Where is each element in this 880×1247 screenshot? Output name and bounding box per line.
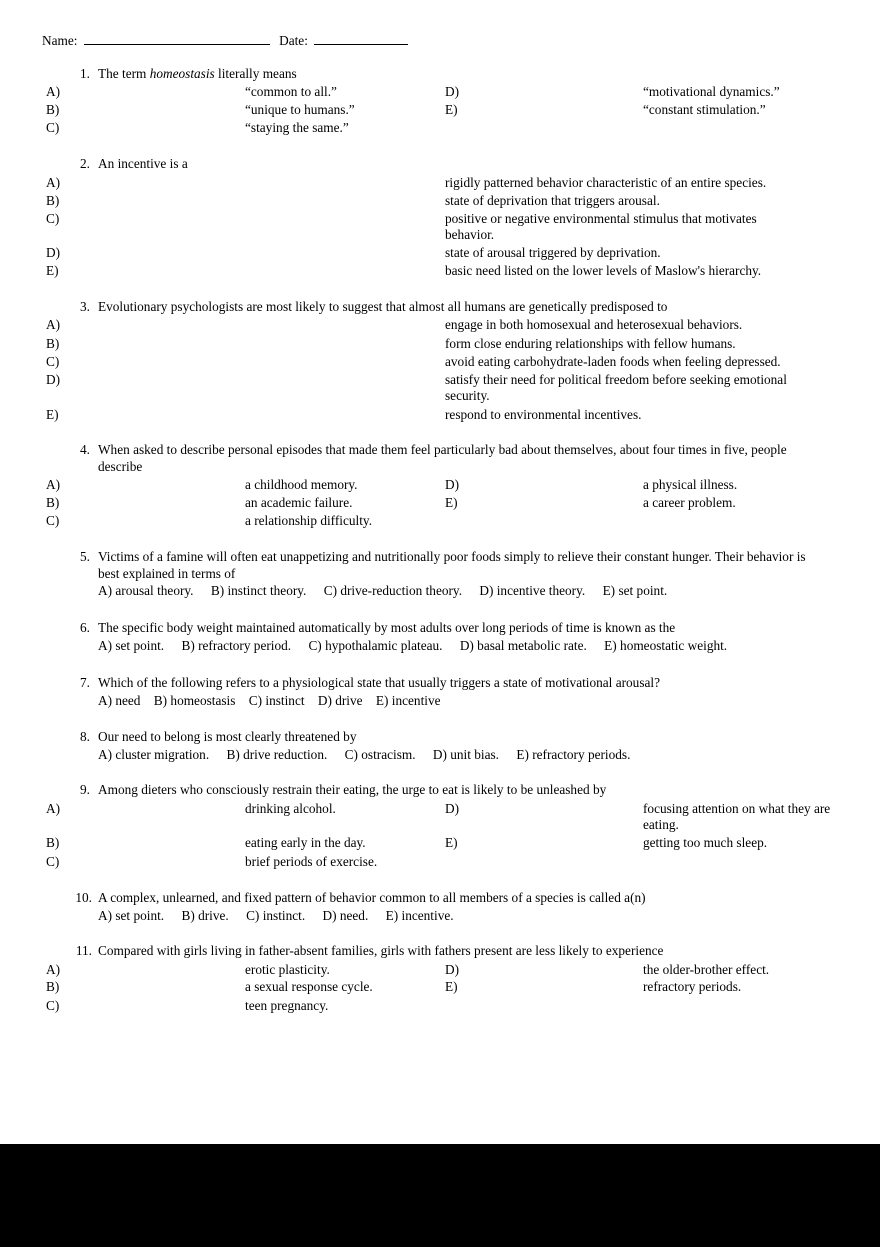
question-stem: Victims of a famine will often eat unappetizing and nutritionally poor foods simply to relieve their constant hunger. Their behavior is best explained in terms of [98,549,806,581]
option-e[interactable]: E) refractory periods. [516,747,631,762]
option-letter: C) [46,211,60,226]
option-b[interactable]: “unique to humans.” [245,102,355,117]
option-c[interactable]: brief periods of exercise. [245,854,378,869]
question-stem: When asked to describe personal episodes that made them feel particularly bad about themselves, about four times in five, people describe [98,442,787,474]
option-e[interactable]: E) homeostatic weight. [604,638,728,653]
question-number: 1. [80,66,90,81]
option-a[interactable]: a childhood memory. [245,477,358,492]
option-letter: A) [46,477,61,492]
option-a[interactable]: rigidly patterned behavior characteristic of an entire species. [445,175,767,190]
question-stem: Which of the following refers to a physiological state that usually triggers a state of motivational arousal? [98,675,661,690]
option-letter: B) [46,495,60,510]
option-letter: A) [46,801,61,816]
option-e[interactable]: E) incentive [375,693,441,708]
question-stem: The term homeostasis literally means [98,66,297,81]
option-a[interactable]: A) set point. [98,638,165,653]
option-c[interactable]: “staying the same.” [245,120,349,135]
option-c[interactable]: C) drive-reduction theory. [323,583,463,598]
option-letter: D) [46,245,61,260]
option-letter: D) [445,84,460,99]
option-c[interactable]: C) hypothalamic plateau. [308,638,443,653]
question-number: 9. [80,782,90,797]
option-letter: C) [46,998,60,1013]
question-stem: The specific body weight maintained automatically by most adults over long periods of time is known as the [98,620,676,635]
option-b[interactable]: B) drive reduction. [226,747,328,762]
option-b[interactable]: state of deprivation that triggers arousal. [445,193,660,208]
inline-options [98,908,468,924]
option-b[interactable]: form close enduring relationships with fellow humans. [445,336,736,351]
option-letter: C) [46,854,60,869]
option-c[interactable]: teen pregnancy. [245,998,329,1013]
option-d[interactable]: focusing attention on what they are eating. [643,801,831,832]
worksheet-header [42,32,408,49]
option-b[interactable]: B) homeostasis [153,693,236,708]
option-letter: A) [46,175,61,190]
question-number: 2. [80,156,90,171]
option-b[interactable]: eating early in the day. [245,835,366,850]
inline-options [98,583,681,599]
question-stem: Our need to belong is most clearly threatened by [98,729,357,744]
question-number: 7. [80,675,90,690]
option-letter: B) [46,102,60,117]
option-a[interactable]: erotic plasticity. [245,962,330,977]
option-e[interactable]: basic need listed on the lower levels of Maslow's hierarchy. [445,263,762,278]
option-letter: B) [46,979,60,994]
option-e[interactable]: “constant stimulation.” [643,102,766,117]
inline-options [98,747,644,763]
option-b[interactable]: B) instinct theory. [210,583,307,598]
question-number: 5. [80,549,90,564]
option-letter: D) [445,477,460,492]
option-letter: D) [46,372,61,387]
option-c[interactable]: C) ostracism. [344,747,416,762]
option-d[interactable]: D) incentive theory. [479,583,586,598]
black-footer-band [0,1144,880,1247]
option-letter: E) [445,835,458,850]
option-letter: E) [445,979,458,994]
name-blank-line[interactable] [84,32,270,45]
question-stem: Among dieters who consciously restrain their eating, the urge to eat is likely to be unleashed by [98,782,607,797]
option-b[interactable]: a sexual response cycle. [245,979,373,994]
option-a[interactable]: engage in both homosexual and heterosexual behaviors. [445,317,743,332]
option-letter: A) [46,962,61,977]
option-letter: C) [46,120,60,135]
option-letter: A) [46,317,61,332]
option-letter: D) [445,962,460,977]
option-letter: C) [46,513,60,528]
option-a[interactable]: A) arousal theory. [98,583,194,598]
option-b[interactable]: B) refractory period. [181,638,292,653]
option-d[interactable]: state of arousal triggered by deprivation. [445,245,661,260]
option-e[interactable]: E) incentive. [385,908,454,923]
option-c[interactable]: C) instinct. [246,908,306,923]
option-letter: B) [46,336,60,351]
question-number: 6. [80,620,90,635]
option-c[interactable]: positive or negative environmental stimulus that motivates behavior. [445,211,757,242]
option-d[interactable]: satisfy their need for political freedom before seeking emotional security. [445,372,787,403]
option-d[interactable]: the older-brother effect. [643,962,770,977]
option-e[interactable]: a career problem. [643,495,736,510]
question-stem: Evolutionary psychologists are most likely to suggest that almost all humans are genetically predisposed to [98,299,668,314]
option-letter: E) [445,495,458,510]
option-letter: B) [46,835,60,850]
question-number: 3. [80,299,90,314]
question-stem: An incentive is a [98,156,188,171]
option-c[interactable]: a relationship difficulty. [245,513,373,528]
option-letter: A) [46,84,61,99]
option-e[interactable]: respond to environmental incentives. [445,407,642,422]
option-a[interactable]: drinking alcohol. [245,801,336,816]
option-e[interactable]: getting too much sleep. [643,835,768,850]
question-number: 11. [75,943,92,958]
date-blank-line[interactable] [314,32,408,45]
question-stem: A complex, unlearned, and fixed pattern of behavior common to all members of a species is called a(n) [98,890,646,905]
option-a[interactable]: A) set point. [98,908,165,923]
option-letter: E) [46,407,59,422]
date-label: Date: [279,33,308,48]
option-letter: C) [46,354,60,369]
option-b[interactable]: an academic failure. [245,495,353,510]
option-c[interactable]: avoid eating carbohydrate-laden foods when feeling depressed. [445,354,781,369]
option-letter: B) [46,193,60,208]
name-label: Name: [42,33,78,48]
option-a[interactable]: A) cluster migration. [98,747,210,762]
option-letter: E) [46,263,59,278]
option-e[interactable]: refractory periods. [643,979,742,994]
option-c[interactable]: C) instinct [248,693,305,708]
option-b[interactable]: B) drive. [181,908,229,923]
option-d[interactable]: a physical illness. [643,477,738,492]
option-d[interactable]: D) unit bias. [432,747,499,762]
option-letter: D) [445,801,460,816]
option-a[interactable]: A) need [98,693,141,708]
inline-options [98,693,455,709]
inline-options [98,638,741,654]
question-number: 8. [80,729,90,744]
question-stem: Compared with girls living in father-absent families, girls with fathers present are less likely to experience [98,943,664,958]
option-letter: E) [445,102,458,117]
option-e[interactable]: E) set point. [602,583,668,598]
option-d[interactable]: D) drive [317,693,363,708]
question-number: 10. [75,890,92,905]
question-number: 4. [80,442,90,457]
option-d[interactable]: D) basal metabolic rate. [459,638,587,653]
option-d[interactable]: D) need. [322,908,369,923]
option-d[interactable]: “motivational dynamics.” [643,84,780,99]
option-a[interactable]: “common to all.” [245,84,337,99]
